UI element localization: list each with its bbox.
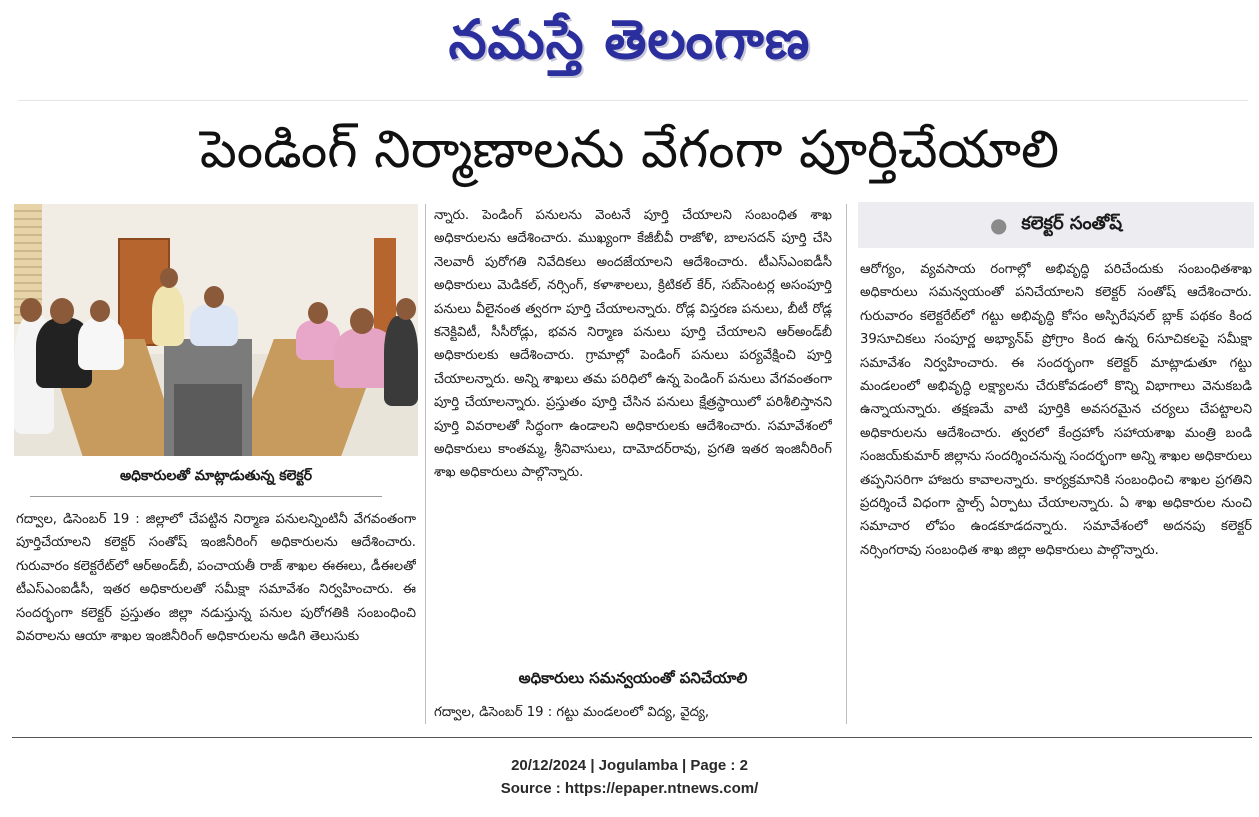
photo-person bbox=[78, 318, 124, 370]
photo-caption: అధికారులతో మాట్లాడుతున్న కలెక్టర్ bbox=[119, 468, 313, 484]
article-column-3: ఆరోగ్యం, వ్యవసాయ రంగాల్లో అభివృద్ధి పరిచేందుకు సంబంధితశాఖ అధికారులు సమన్వయంతో పనిచేయాలని కలెక్టర్ సంతోష్ ఆదేశించారు. గురువారం కలెక్టరేట్‌లో గట్టు అభివృద్ధి కోసం అస్పిరేషనల్ బ్లాక్ పథకం కింద 39సూచికలు సంపూర్ణ అభ్యాన్‌ప్ ప్రోగ్రాం కింద ఉన్న 6సూచికలపై సమీక్షా సమావేశం నిర్వహించారు. ఈ సందర్భంగా కలెక్టర్ మాట్లాడుతూ గట్టు మండలంలో అభివృద్ధి లక్ష్యాలను చేరుకోవడంలో కొన్ని విభాగాలు వెనుకబడి ఉన్నాయన్నారు. తక్షణమే వాటి పూర్తికి అవసరమైన చర్యలు చేపట్టాలని అధికారులను ఆదేశించారు. త్వరలో కేంద్రహోం సహాయశాఖ మంత్రి బండి సంజయ్‌కుమార్ జిల్లాను సందర్శించనున్న సందర్భంగా అన్ని శాఖల అధికారులు తప్పనిసరిగా హాజరు కావాలన్నారు. కార్యక్రమానికి సంబంధించి శాఖల ప్రగతిని ప్రదర్శించే విధంగా స్టాల్స్ ఏర్పాటు చేయాలన్నారు. ఏ శాఖ అధికారుల నుంచి సమాచార లోపం ఉండకూడదన్నారు. సమావేశంలో అదనపు కలెక్టర్ నర్సింగరావు సంబంధిత శాఖ జిల్లా అధికారులు పాల్గొన్నారు. bbox=[860, 262, 1252, 558]
article-headline: పెండింగ్ నిర్మాణాలను వేగంగా పూర్తిచేయాలి bbox=[199, 120, 1060, 180]
article-photo bbox=[14, 204, 418, 456]
photo-person-head bbox=[50, 298, 74, 324]
newspaper-logo: నమస్తే తెలంగాణ bbox=[448, 7, 811, 71]
side-story-title: కలెక్టర్ సంతోష్ bbox=[1021, 212, 1123, 234]
photo-person-head bbox=[350, 308, 374, 334]
caption-divider bbox=[30, 496, 382, 497]
photo-carpet-shadow bbox=[174, 384, 242, 456]
photo-person-head bbox=[20, 298, 42, 322]
article-column-2-continuation: గద్వాల, డిసెంబర్ 19 : గట్టు మండలంలో విద్య, వైద్య, bbox=[434, 705, 710, 720]
photo-person-head bbox=[308, 302, 328, 324]
photo-person bbox=[152, 286, 184, 346]
masthead bbox=[0, 0, 1259, 92]
photo-person-head bbox=[90, 300, 110, 322]
bullet-icon: ● bbox=[989, 213, 1008, 237]
article-column-1: గద్వాల, డిసెంబర్ 19 : జిల్లాలో చేపట్టిన నిర్మాణ పనులన్నింటినీ వేగవంతంగా పూర్తిచేయాలని కలెక్టర్ సంతోష్ ఇంజినీరింగ్ అధికారులను ఆదేశించారు. గురువారం కలెక్టరేట్‌లో ఆర్‌అండ్‌బీ, పంచాయతీ రాజ్ శాఖల ఈఈలు, డీఈలతో టీఎస్‌ఎంఐడీసీ, ఇతర అధికారులతో సమీక్షా సమావేశం నిర్వహించారు. ఈ సందర్భంగా కలెక్టర్ ప్రస్తుతం జిల్లా నడుస్తున్న పనుల పురోగతికి సంబంధించి వివరాలను ఆయా శాఖల ఇంజినీరింగ్ అధికారులను అడిగి తెలుసుకు bbox=[16, 512, 416, 645]
column-divider bbox=[425, 204, 426, 724]
photo-person bbox=[384, 316, 418, 406]
edition-info: 20/12/2024 | Jogulamba | Page : 2 bbox=[511, 757, 748, 774]
article-column-2: న్నారు. పెండింగ్ పనులను వెంటనే పూర్తి చేయాలని సంబంధిత శాఖ అధికారులను ఆదేశించారు. ముఖ్యంగా కేజీబీవీ రాజోళి, బాలసదన్ పూర్తి చేసి నెలవారీ పురోగతి నివేదికలు అందజేయాలని ఆదేశించారు. టీఎస్‌ఎంఐడీసీ అధికారులు మెడికల్, నర్సింగ్, కళాశాలలు, క్రిటికల్ కేర్, సబ్‌సెంటర్ల అసంపూర్తి పనులు వీలైనంత త్వరగా పూర్తి చేయాలన్నారు. రోడ్ల విస్తరణ పనులు, బీటీ రోడ్ల కనెక్టివిటీ, సీసీరోడ్లు, భవన నిర్మాణ పనులు పూర్తి చేయాలని ఆర్‌అండ్‌బీ అధికారులకు ఆదేశించారు. గ్రామాల్లో పెండింగ్ పనులు పర్యవేక్షించి పూర్తి చేయాలన్నారు. అన్ని శాఖలు తమ పరిధిలో ఉన్న పెండింగ్ పనులు వేగవంతంగా పూర్తి చేయాలన్నారు. ప్రస్తుతం పూర్తి చేసిన పనులు క్షేత్రస్థాయిలో పరిశీలిస్తానని పూర్తి వివరాలతో సిద్ధంగా ఉండాలని అధికారులకు ఆదేశించారు. సమావేశంలో అధికారులు కాంతమ్మ, శ్రీనివాసులు, దామోదర్‌రావు, ప్రగతి ఇతర ఇంజినీరింగ్ శాఖ అధికారులు పాల్గొన్నారు. bbox=[434, 208, 832, 481]
photo-person-head bbox=[396, 298, 416, 320]
column-2-subhead: అధికారులు సమన్వయంతో పనిచేయాలి bbox=[518, 669, 748, 687]
side-story-banner bbox=[858, 202, 1254, 248]
source-link[interactable]: Source : https://epaper.ntnews.com/ bbox=[500, 780, 759, 797]
photo-person-head bbox=[204, 286, 224, 308]
top-divider bbox=[18, 100, 1248, 101]
photo-person bbox=[190, 304, 238, 346]
column-divider bbox=[846, 204, 847, 724]
photo-person-head bbox=[160, 268, 178, 288]
bottom-divider bbox=[12, 737, 1252, 738]
